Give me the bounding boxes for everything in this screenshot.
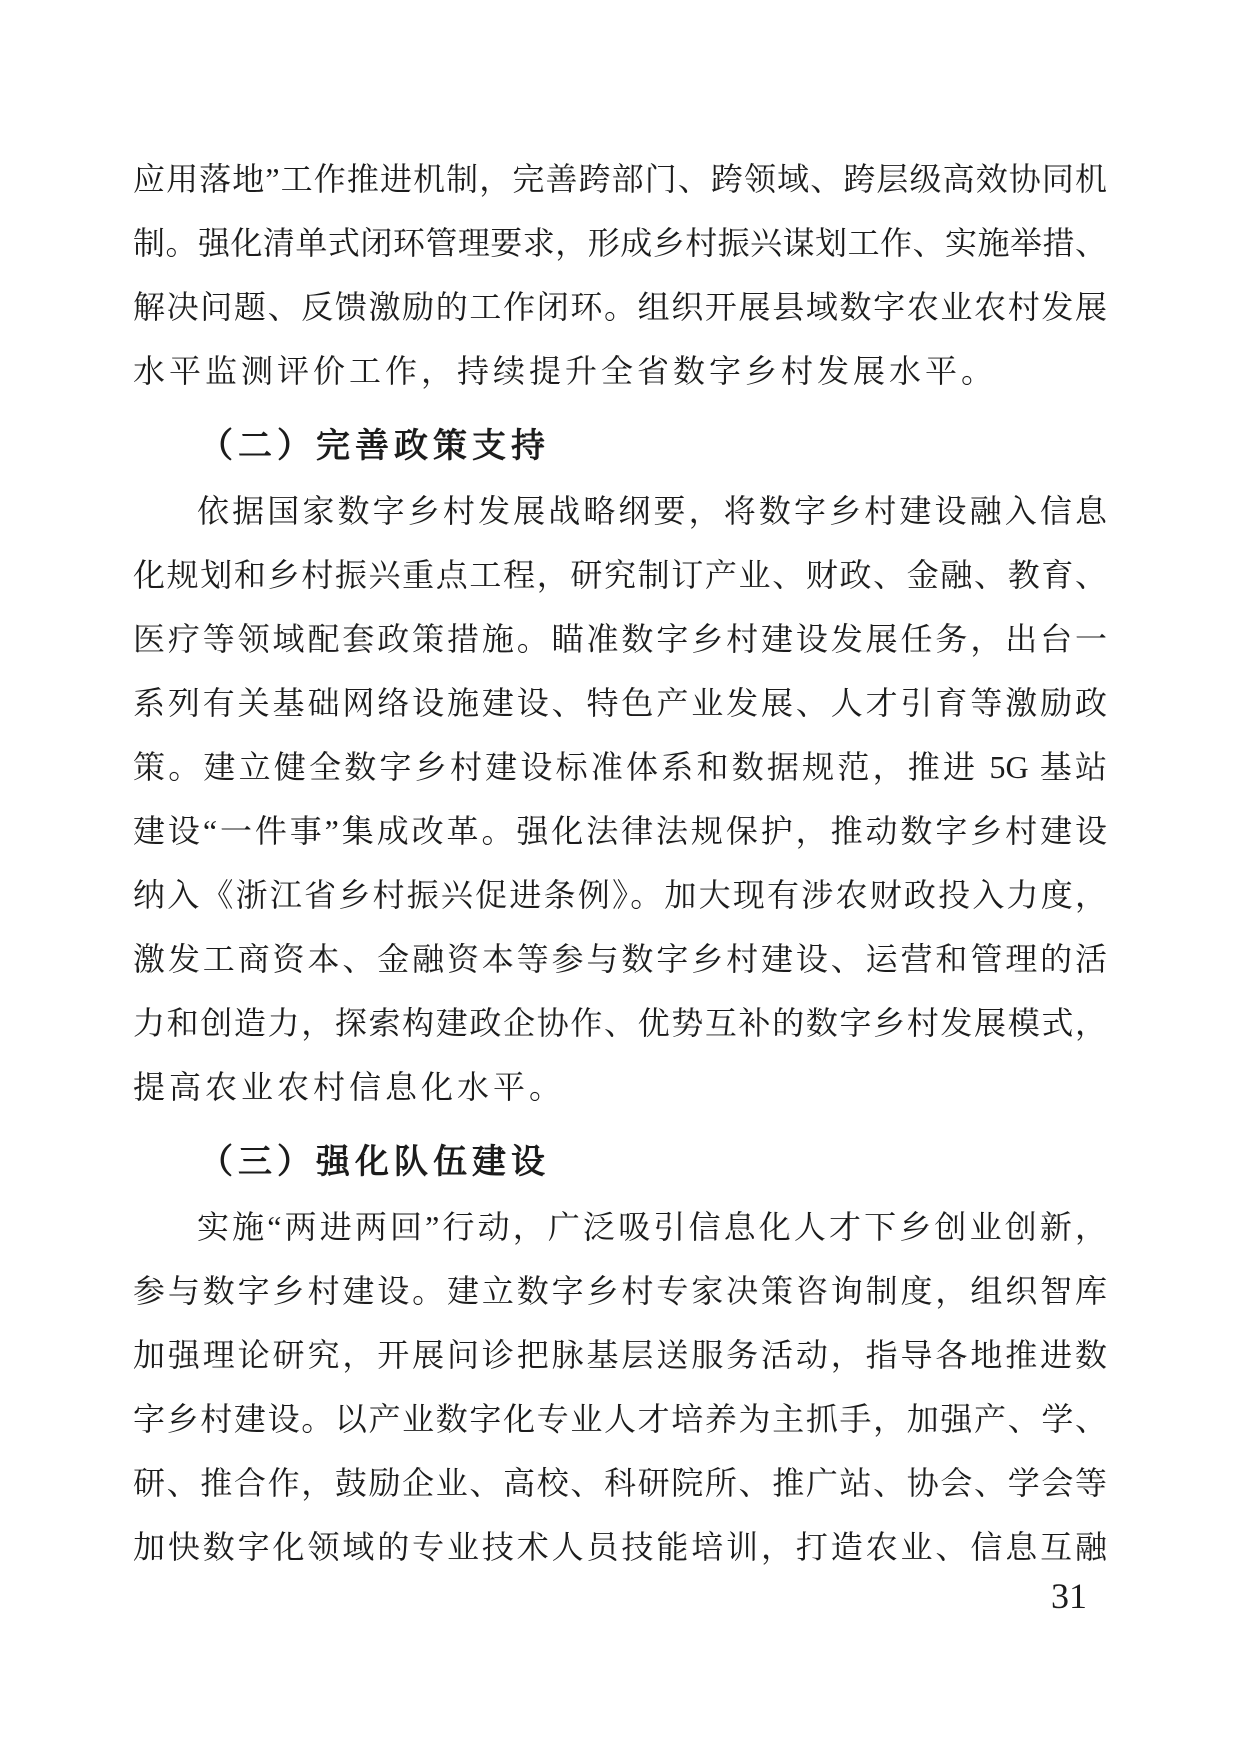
text-line: 依据国家数字乡村发展战略纲要，将数字乡村建设融入信息 [197, 493, 1107, 529]
text-line: 制。强化清单式闭环管理要求，形成乡村振兴谋划工作、实施举措、 [133, 225, 1107, 261]
text-line: 实施“两进两回”行动，广泛吸引信息化人才下乡创业创新， [197, 1209, 1107, 1245]
text-line: 激发工商资本、金融资本等参与数字乡村建设、运营和管理的活 [133, 941, 1107, 977]
section-heading-2: （二）完善政策支持 [199, 428, 550, 465]
text-line: 医疗等领域配套政策措施。瞄准数字乡村建设发展任务，出台一 [133, 621, 1107, 657]
paragraph-1 [133, 147, 1107, 403]
text-line: 化规划和乡村振兴重点工程，研究制订产业、财政、金融、教育、 [133, 557, 1107, 593]
text-line: 策。建立健全数字乡村建设标准体系和数据规范，推进 5G 基站 [133, 749, 1107, 785]
text-line: 力和创造力，探索构建政企协作、优势互补的数字乡村发展模式， [133, 1005, 1107, 1041]
text-line: 字乡村建设。以产业数字化专业人才培养为主抓手，加强产、学、 [133, 1401, 1107, 1437]
text-line: 研、推合作，鼓励企业、高校、科研院所、推广站、协会、学会等 [133, 1465, 1107, 1501]
text-line: 提高农业农村信息化水平。 [133, 1069, 566, 1105]
paragraph-3 [133, 1195, 1107, 1579]
paragraph-2 [133, 479, 1107, 1119]
text-line: 纳入《浙江省乡村振兴促进条例》。加大现有涉农财政投入力度， [133, 877, 1107, 913]
text-line: 建设“一件事”集成改革。强化法律法规保护，推动数字乡村建设 [133, 813, 1107, 849]
document-body [133, 147, 1107, 1579]
text-line: 应用落地”工作推进机制，完善跨部门、跨领域、跨层级高效协同机 [133, 161, 1107, 197]
text-line: 解决问题、反馈激励的工作闭环。组织开展县域数字农业农村发展 [133, 289, 1107, 325]
text-line: 参与数字乡村建设。建立数字乡村专家决策咨询制度，组织智库 [133, 1273, 1107, 1309]
text-line: 水平监测评价工作，持续提升全省数字乡村发展水平。 [133, 353, 998, 389]
section-heading-3: （三）强化队伍建设 [199, 1144, 550, 1181]
page-number: 31 [1051, 1576, 1087, 1616]
text-line: 加强理论研究，开展问诊把脉基层送服务活动，指导各地推进数 [133, 1337, 1107, 1373]
text-line: 加快数字化领域的专业技术人员技能培训，打造农业、信息互融 [133, 1529, 1107, 1565]
text-line: 系列有关基础网络设施建设、特色产业发展、人才引育等激励政 [133, 685, 1107, 721]
